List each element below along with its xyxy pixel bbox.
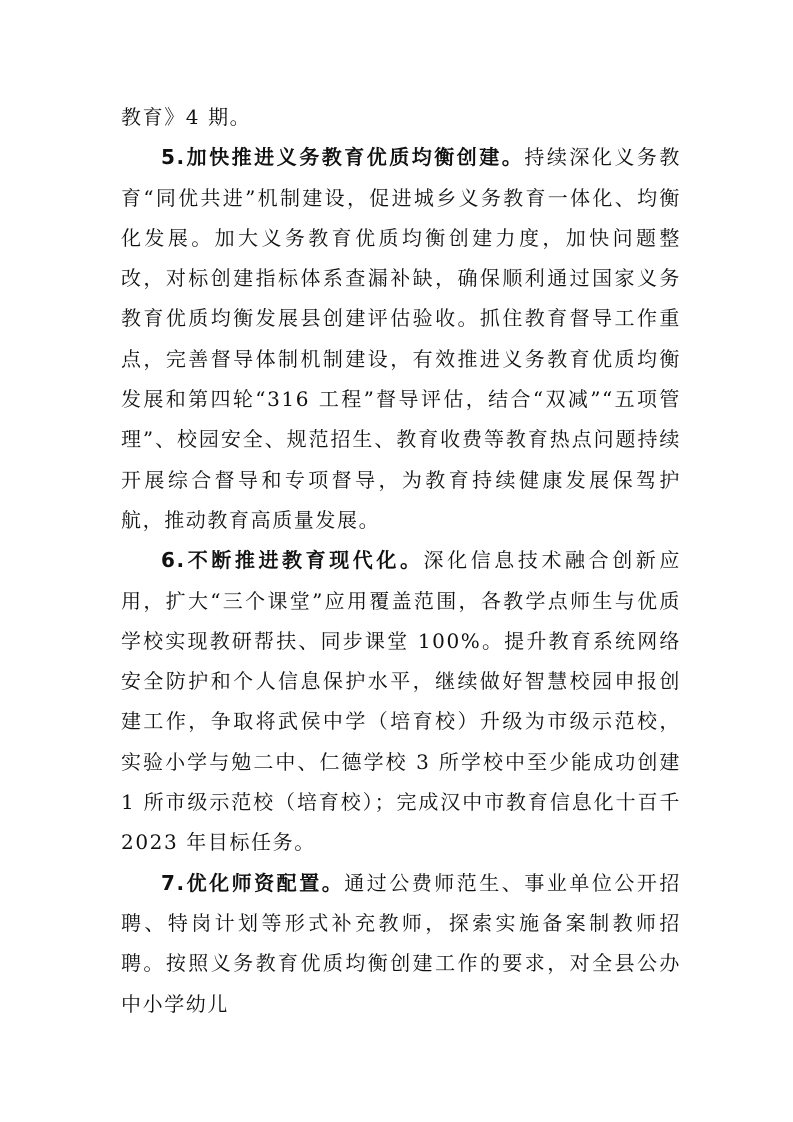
document-body <box>121 97 681 1024</box>
paragraph-text: 持续深化义务教育“同优共进”机制建设，促进城乡义务教育一体化、均衡化发展。加大义务教育优质均衡创建力度，加快问题整改，对标创建指标体系查漏补缺，确保顺利通过国家义务教育优质均衡发展县创建评估验收。抓住教育督导工作重点，完善督导体制机制建设，有效推进义务教育优质均衡发展和第四轮“316 工程”督导评估，结合“双减”“五项管理”、校园安全、规范招生、教育收费等教育热点问题持续开展综合督导和专项督导，为教育持续健康发展保驾护航，推动教育高质量发展。 <box>121 145 682 532</box>
paragraph-item-6 <box>121 540 681 862</box>
paragraph-heading: 7.优化师资配置。 <box>161 870 345 895</box>
paragraph-heading: 6.不断推进教育现代化。 <box>161 548 424 573</box>
paragraph-item-7 <box>121 863 681 1024</box>
paragraph-item-5 <box>121 137 681 540</box>
paragraph-text: 教育》4 期。 <box>121 105 252 129</box>
paragraph-heading: 5.加快推进义务教育优质均衡创建。 <box>161 145 525 170</box>
paragraph-text: 通过公费师范生、事业单位公开招聘、特岗计划等形式补充教师，探索实施备案制教师招聘。按照义务教育优质均衡创建工作的要求，对全县公办中小学幼儿 <box>121 870 681 1016</box>
paragraph-text: 深化信息技术融合创新应用，扩大“三个课堂”应用覆盖范围，各教学点师生与优质学校实现教研帮扶、同步课堂 100%。提升教育系统网络安全防护和个人信息保护水平，继续做好智慧校园申报创建工作，争取将武侯中学（培育校）升级为市级示范校，实验小学与勉二中、仁德学校 3 所学校中至少能成功创建 1 所市级示范校（培育校）；完成汉中市教育信息化十百千 2023 年目标任务。 <box>121 548 681 855</box>
paragraph-continuation <box>121 97 681 137</box>
